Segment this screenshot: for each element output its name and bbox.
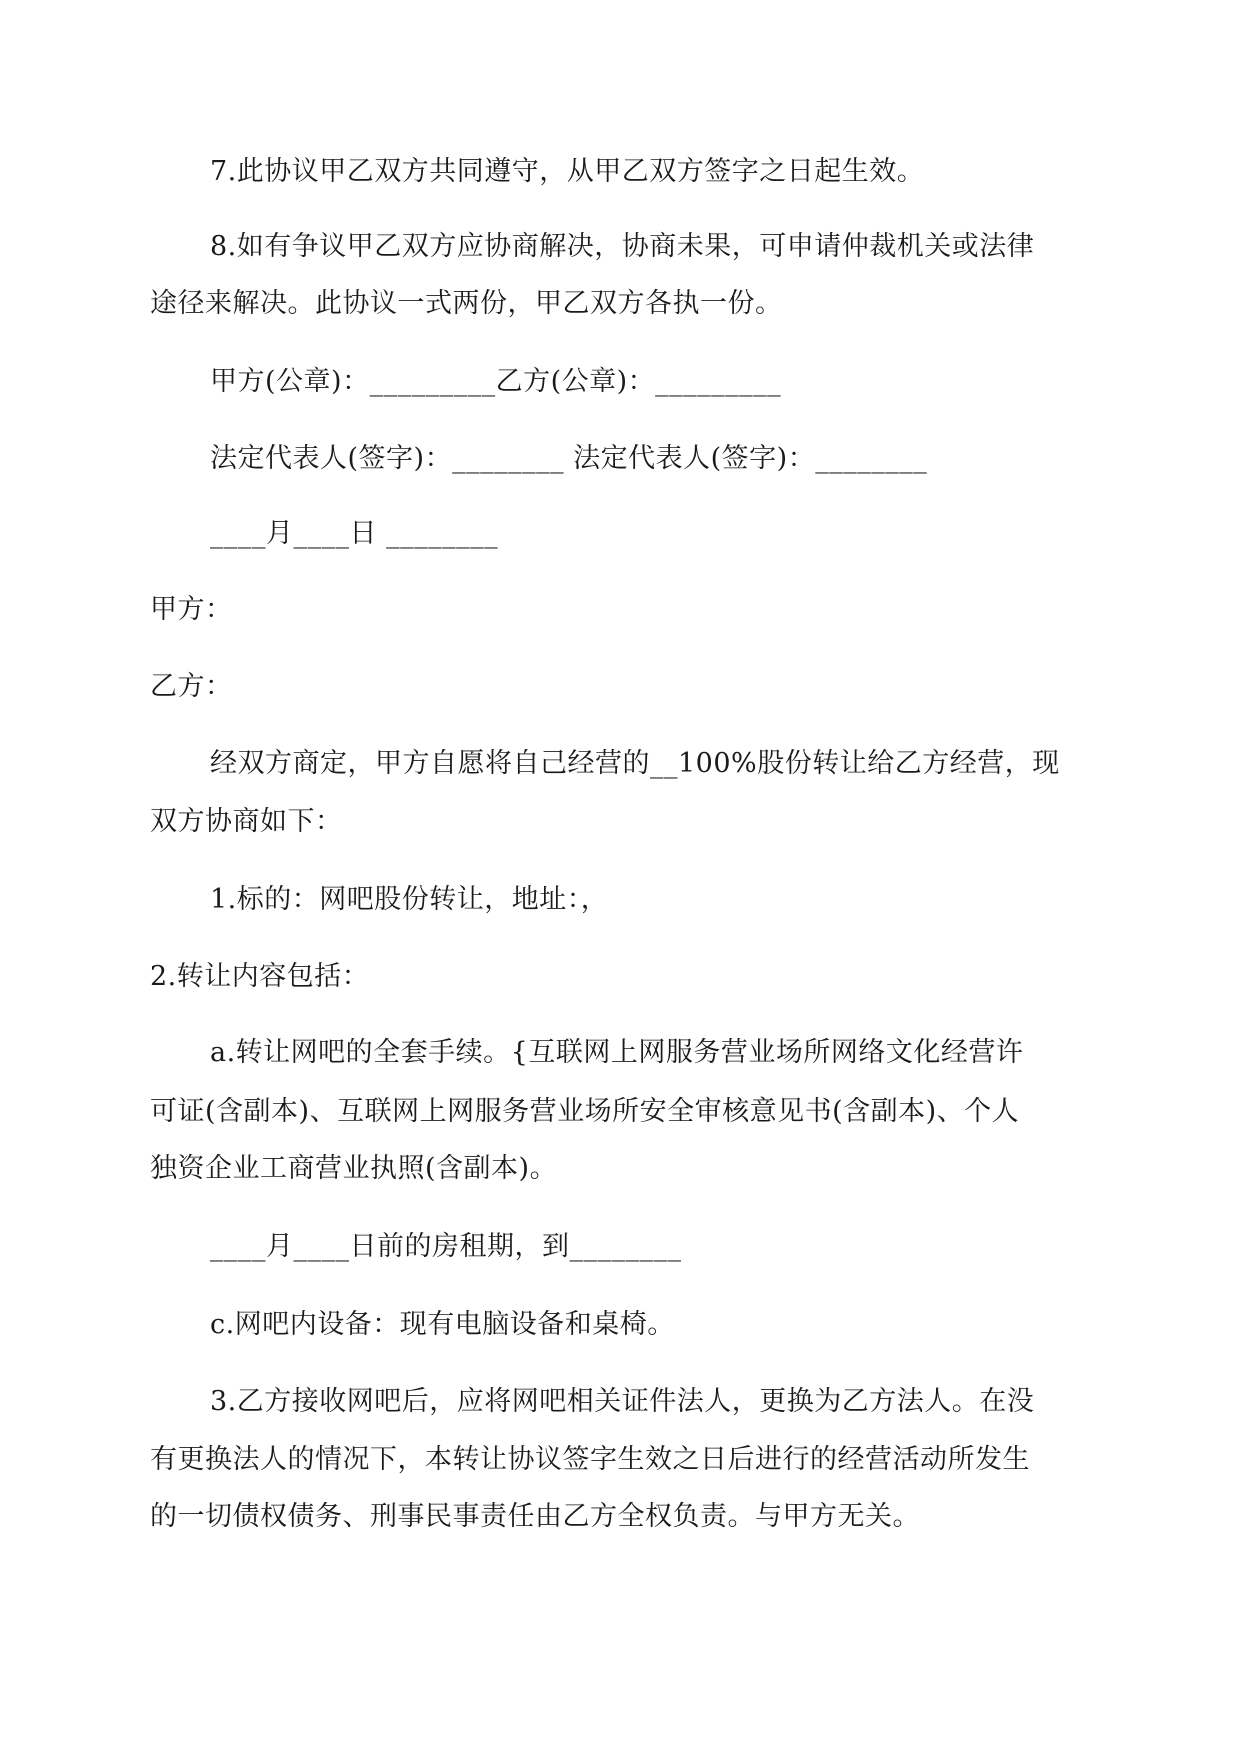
date-line: ____月____日 ________: [210, 518, 499, 549]
clause-3-line-1: 3.乙方接收网吧后，应将网吧相关证件法人，更换为乙方法人。在没: [210, 1386, 1035, 1417]
intro-line-1: 经双方商定，甲方自愿将自己经营的__100%股份转让给乙方经营，现: [210, 748, 1060, 779]
party-b-label: 乙方：: [150, 671, 233, 702]
representative-signature-line: 法定代表人(签字)：________ 法定代表人(签字)：________: [210, 443, 928, 474]
party-a-label: 甲方：: [150, 594, 233, 625]
clause-2a-line-3: 独资企业工商营业执照(含副本)。: [150, 1153, 558, 1184]
clause-2c: c.网吧内设备：现有电脑设备和桌椅。: [210, 1309, 675, 1340]
clause-2: 2.转让内容包括：: [150, 961, 370, 992]
seal-line: 甲方(公章)：_________乙方(公章)：_________: [210, 366, 782, 397]
clause-3-line-2: 有更换法人的情况下，本转让协议签字生效之日后进行的经营活动所发生: [150, 1444, 1030, 1475]
intro-line-2: 双方协商如下：: [150, 806, 343, 837]
clause-3-line-3: 的一切债权债务、刑事民事责任由乙方全权负责。与甲方无关。: [150, 1501, 920, 1532]
clause-8-line-2: 途径来解决。此协议一式两份，甲乙双方各执一份。: [150, 288, 783, 319]
clause-2a-line-2: 可证(含副本)、互联网上网服务营业场所安全审核意见书(含副本)、个人: [150, 1096, 1020, 1127]
clause-8-line-1: 8.如有争议甲乙双方应协商解决，协商未果，可申请仲裁机关或法律: [210, 231, 1035, 262]
clause-2a-line-1: a.转让网吧的全套手续。{互联网上网服务营业场所网络文化经营许: [210, 1037, 1024, 1068]
lease-term-line: ____月____日前的房租期，到________: [210, 1231, 682, 1262]
clause-1: 1.标的：网吧股份转让，地址：，: [210, 884, 609, 915]
clause-7: 7.此协议甲乙双方共同遵守，从甲乙双方签字之日起生效。: [210, 156, 925, 187]
